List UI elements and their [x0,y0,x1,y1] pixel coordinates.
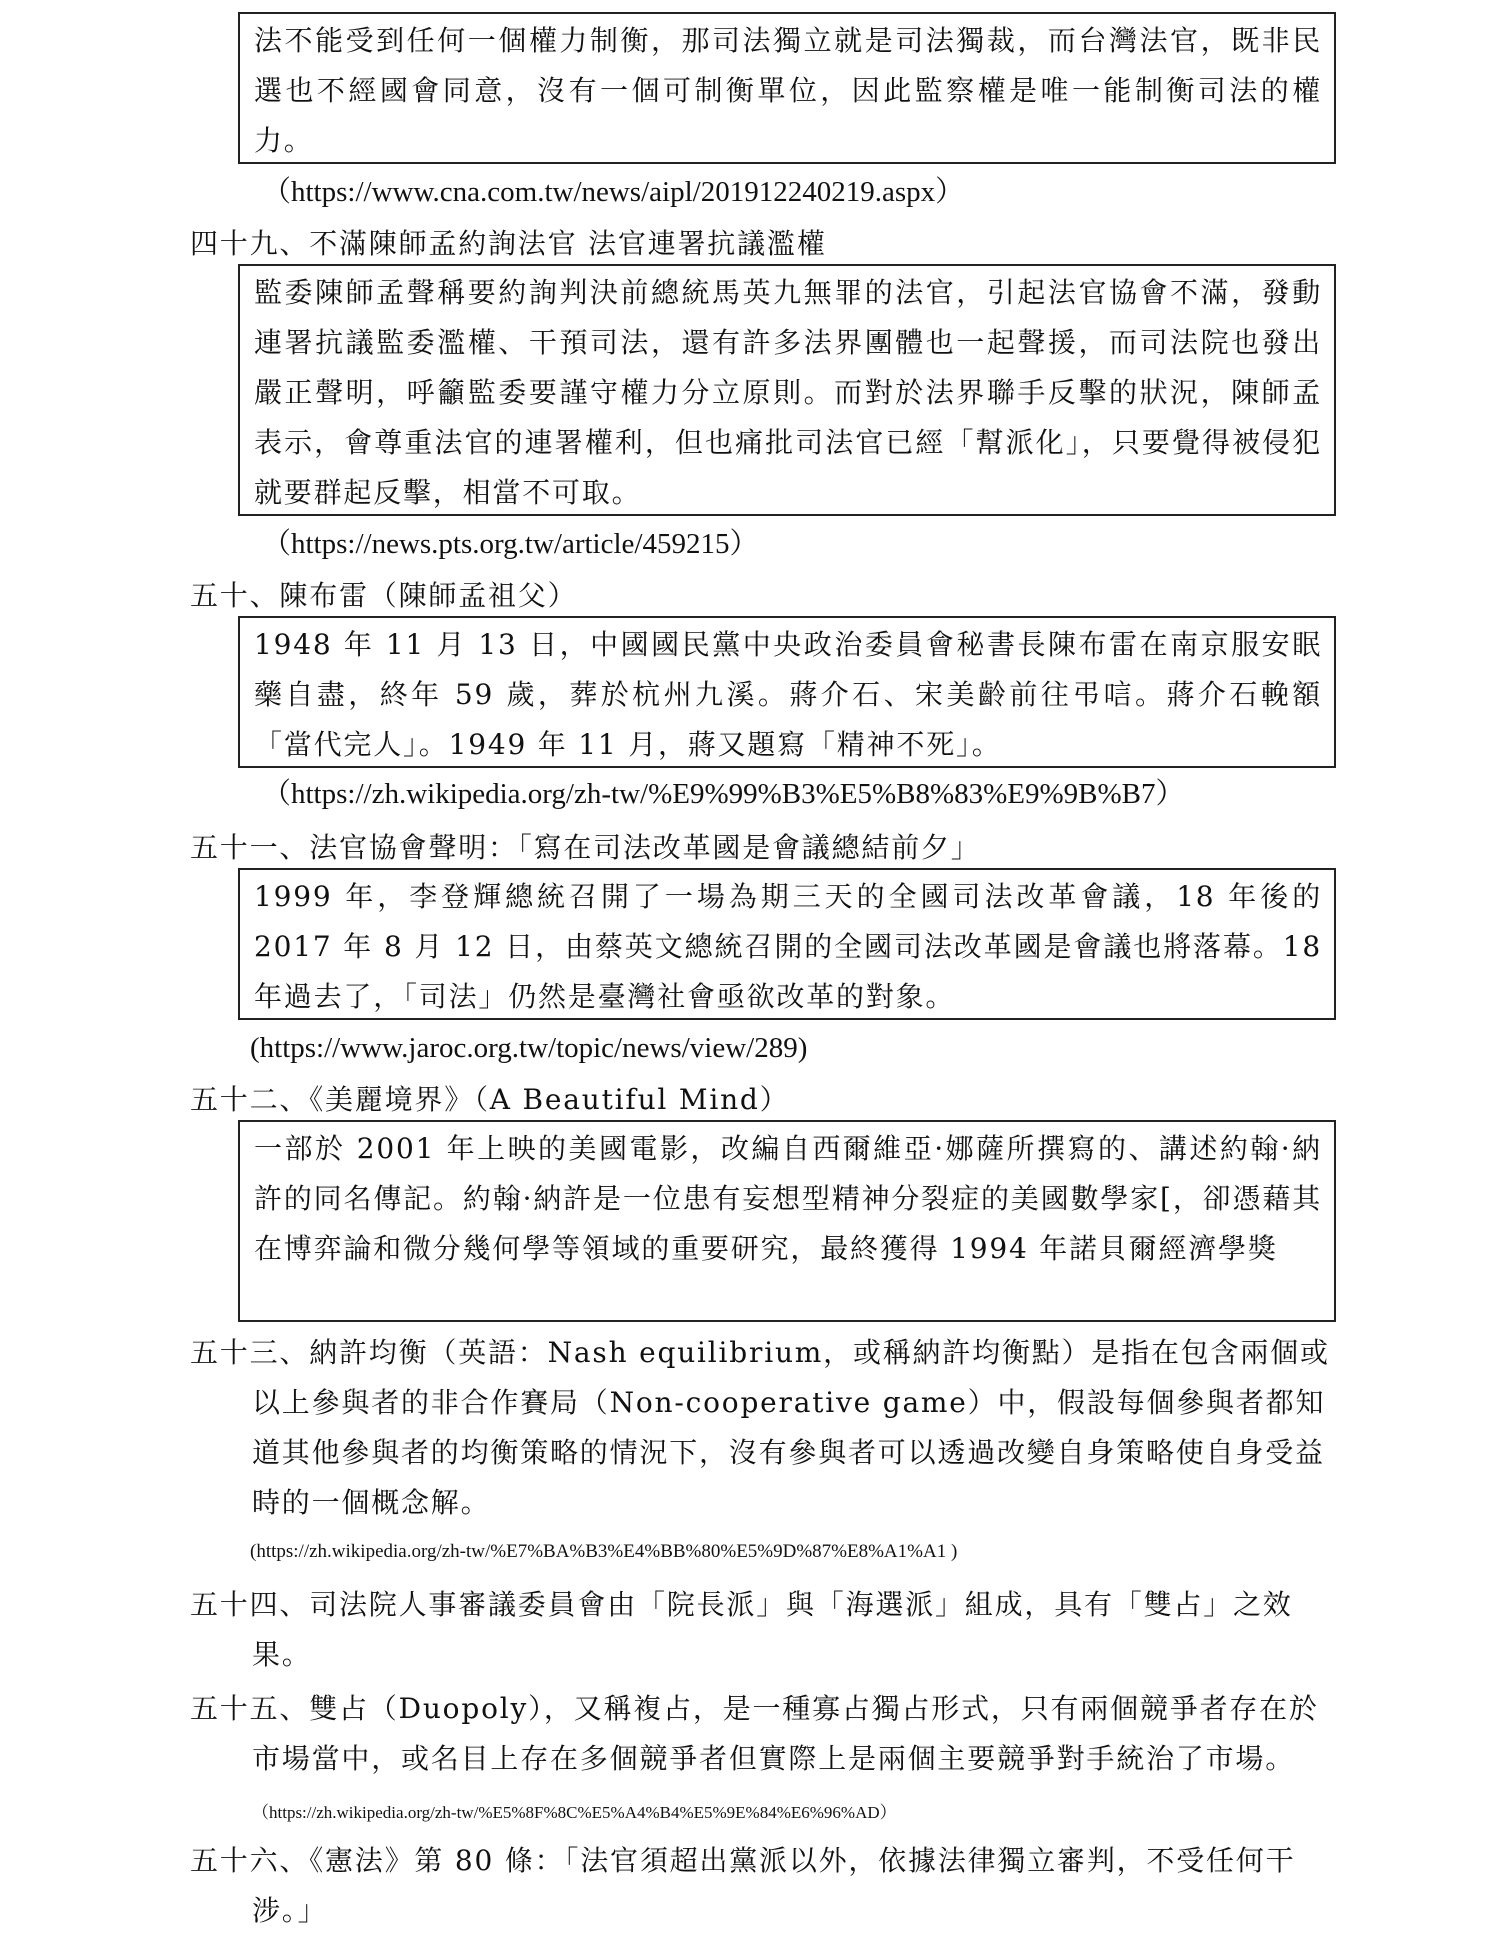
source-link[interactable]: （https://news.pts.org.tw/article/459215） [262,528,759,560]
quote-box-chen-bulei [238,616,1336,768]
section-heading-50: 五十、陳布雷（陳師孟祖父） [190,579,578,612]
item-text: 五十五、雙占（Duopoly），又稱複占，是一種寡占獨占形式，只有兩個競爭者存在於市場當中，或名目上存在多個競爭者但實際上是兩個主要競爭對手統治了市場。 [190,1692,1319,1775]
section-heading-51: 五十一、法官協會聲明：「寫在司法改革國是會議總結前夕」 [190,831,981,864]
quote-text: 1999 年，李登輝總統召開了一場為期三天的全國司法改革會議，18 年後的2017 年 8 月 12 日，由蔡英文總統召開的全國司法改革國是會議也將落幕。18 年過去了，「司法」仍然是臺灣社會亟欲改革的對象。 [254,880,1322,1013]
quote-box-beautiful-mind [238,1120,1336,1322]
source-link[interactable]: （https://zh.wikipedia.org/zh-tw/%E9%99%B3%E5%B8%83%E9%9B%B7） [262,778,1185,810]
source-link[interactable]: （https://www.cna.com.tw/news/aipl/201912240219.aspx） [262,176,965,208]
item-55-duopoly [190,1684,1340,1838]
item-56-constitution-article-80: 五十六、《憲法》第 80 條：「法官須超出黨派以外，依據法律獨立審判，不受任何干涉。」 [190,1844,1296,1927]
item-54-judicial-personnel: 五十四、司法院人事審議委員會由「院長派」與「海選派」組成，具有「雙占」之效果。 [190,1588,1293,1671]
item-53-nash-equilibrium: 五十三、納許均衡（英語：Nash equilibrium，或稱納許均衡點）是指在包含兩個或以上參與者的非合作賽局（Non-cooperative game）中，假設每個參與者都知道其他參與者的均衡策略的情況下，沒有參與者可以透過改變自身策略使自身受益時的一個概念解。 [190,1336,1330,1519]
quote-box-jaroc [238,868,1336,1020]
source-link[interactable]: （https://zh.wikipedia.org/zh-tw/%E5%8F%8C%E5%A4%B4%E5%9E%84%E6%96%AD） [252,1803,897,1822]
section-heading-49: 四十九、不滿陳師孟約詢法官 法官連署抗議濫權 [190,227,827,260]
quote-box-pts [238,264,1336,516]
quote-text: 1948 年 11 月 13 日，中國國民黨中央政治委員會秘書長陳布雷在南京服安眠藥自盡，終年 59 歲，葬於杭州九溪。蔣介石、宋美齡前往弔唁。蔣介石輓額「當代完人」。1949 年 11 月，蔣又題寫「精神不死」。 [254,628,1322,761]
quote-box-cna [238,12,1336,164]
section-heading-52: 五十二、《美麗境界》（A Beautiful Mind） [190,1083,790,1116]
quote-text: 監委陳師孟聲稱要約詢判決前總統馬英九無罪的法官，引起法官協會不滿，發動連署抗議監委濫權、干預司法，還有許多法界團體也一起聲援，而司法院也發出嚴正聲明，呼籲監委要謹守權力分立原則。而對於法界聯手反擊的狀況，陳師孟表示，會尊重法官的連署權利，但也痛批司法官已經「幫派化」，只要覺得被侵犯就要群起反擊，相當不可取。 [254,276,1322,509]
source-link[interactable]: (https://zh.wikipedia.org/zh-tw/%E7%BA%B3%E4%BB%80%E5%9D%87%E8%A1%A1 ) [250,1541,958,1562]
source-link[interactable]: (https://www.jaroc.org.tw/topic/news/view/289) [250,1032,808,1064]
quote-text: 法不能受到任何一個權力制衡，那司法獨立就是司法獨裁，而台灣法官，既非民選也不經國會同意，沒有一個可制衡單位，因此監察權是唯一能制衡司法的權力。 [254,24,1322,157]
quote-text: 一部於 2001 年上映的美國電影，改編自西爾維亞·娜薩所撰寫的、講述約翰·納許的同名傳記。約翰·納許是一位患有妄想型精神分裂症的美國數學家[，卻憑藉其在博弈論和微分幾何學等領域的重要研究，最終獲得 1994 年諾貝爾經濟學獎 [254,1132,1322,1265]
